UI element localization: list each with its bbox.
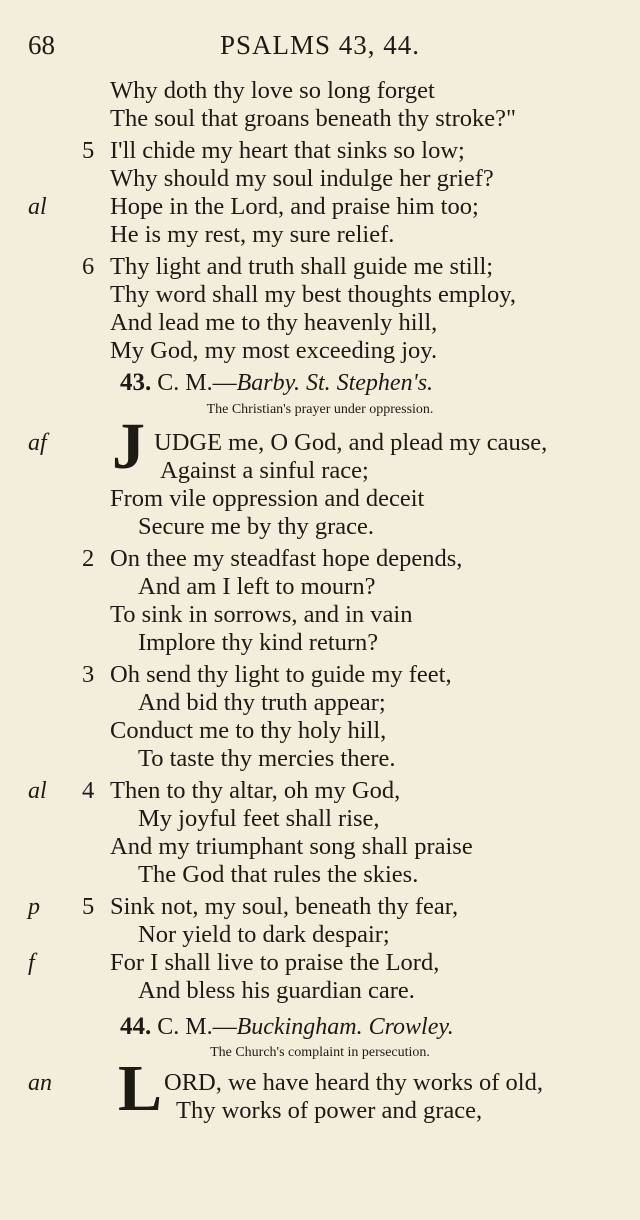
verse-line: For I shall live to praise the Lord,	[110, 949, 440, 976]
verse-line: Oh send thy light to guide my feet,	[110, 661, 452, 688]
stanza-number: 4	[82, 777, 95, 804]
stanza-number: 5	[82, 893, 95, 920]
drop-cap: L	[118, 1052, 163, 1125]
verse-line: And lead me to thy heavenly hill,	[110, 309, 438, 336]
verse-line: Secure me by thy grace.	[138, 513, 375, 540]
page-header	[28, 30, 612, 64]
verse-line: Why doth thy love so long forget	[110, 77, 435, 104]
dynamic-mark: al	[28, 194, 47, 220]
verse-line: The God that rules the skies.	[138, 861, 419, 888]
verse-line: Thy word shall my best thoughts employ,	[110, 281, 517, 308]
dynamic-mark: f	[28, 950, 35, 976]
verse-line: He is my rest, my sure relief.	[110, 221, 395, 248]
stanza-number: 5	[82, 137, 95, 164]
verse-line: Hope in the Lord, and praise him too;	[110, 193, 479, 220]
verse-line: And my triumphant song shall praise	[110, 833, 473, 860]
stanza-number: 3	[82, 661, 95, 688]
verse-line: Implore thy kind return?	[138, 629, 379, 656]
verse-line: Against a sinful race;	[160, 457, 369, 484]
verse-line: And am I left to mourn?	[138, 573, 376, 600]
verse-line: Then to thy altar, oh my God,	[110, 777, 401, 804]
verse-line: From vile oppression and deceit	[110, 485, 425, 512]
hymn-tunes: Barby. St. Stephen's.	[236, 370, 434, 396]
verse-line: To taste thy mercies there.	[138, 745, 396, 772]
verse-line: On thee my steadfast hope depends,	[110, 545, 463, 572]
hymn-heading	[120, 368, 433, 398]
stanza-number: 2	[82, 545, 95, 572]
verse-line: To sink in sorrows, and in vain	[110, 601, 413, 628]
verse-line: Conduct me to thy holy hill,	[110, 717, 387, 744]
verse-line: And bless his guardian care.	[138, 977, 415, 1004]
dynamic-mark: p	[28, 894, 40, 920]
verse-line: My joyful feet shall rise,	[138, 805, 380, 832]
hymn-number: 44.	[120, 1013, 152, 1040]
stanza-number: 6	[82, 253, 95, 280]
dynamic-mark: af	[28, 430, 47, 456]
verse-line: Thy light and truth shall guide me still;	[110, 253, 494, 280]
hymn-number: 43.	[120, 369, 152, 396]
page-number: 68	[28, 30, 55, 60]
drop-cap: J	[112, 410, 145, 483]
dynamic-mark: al	[28, 778, 47, 804]
verse-line: My God, my most exceeding joy.	[110, 337, 438, 364]
hymn-subtitle: The Church's complaint in persecution.	[210, 1045, 430, 1060]
verse-line: UDGE me, O God, and plead my cause,	[154, 429, 548, 456]
hymn-heading	[120, 1012, 454, 1042]
verse-line: Nor yield to dark despair;	[138, 921, 390, 948]
verse-line: Why should my soul indulge her grief?	[110, 165, 494, 192]
verse-line: ORD, we have heard thy works of old,	[164, 1069, 543, 1096]
dynamic-mark: an	[28, 1070, 52, 1096]
verse-line: The soul that groans beneath thy stroke?"	[110, 105, 516, 132]
verse-line: And bid thy truth appear;	[138, 689, 386, 716]
verse-line: Thy works of power and grace,	[176, 1097, 483, 1124]
hymn-meter: C. M.—	[157, 370, 237, 396]
verse-line: I'll chide my heart that sinks so low;	[110, 137, 465, 164]
verse-line: Sink not, my soul, beneath thy fear,	[110, 893, 459, 920]
hymn-subtitle: The Christian's prayer under oppression.	[206, 402, 434, 417]
hymn-tunes: Buckingham. Crowley.	[236, 1014, 454, 1040]
running-title: PSALMS 43, 44.	[219, 30, 421, 60]
hymn-meter: C. M.—	[157, 1014, 237, 1040]
